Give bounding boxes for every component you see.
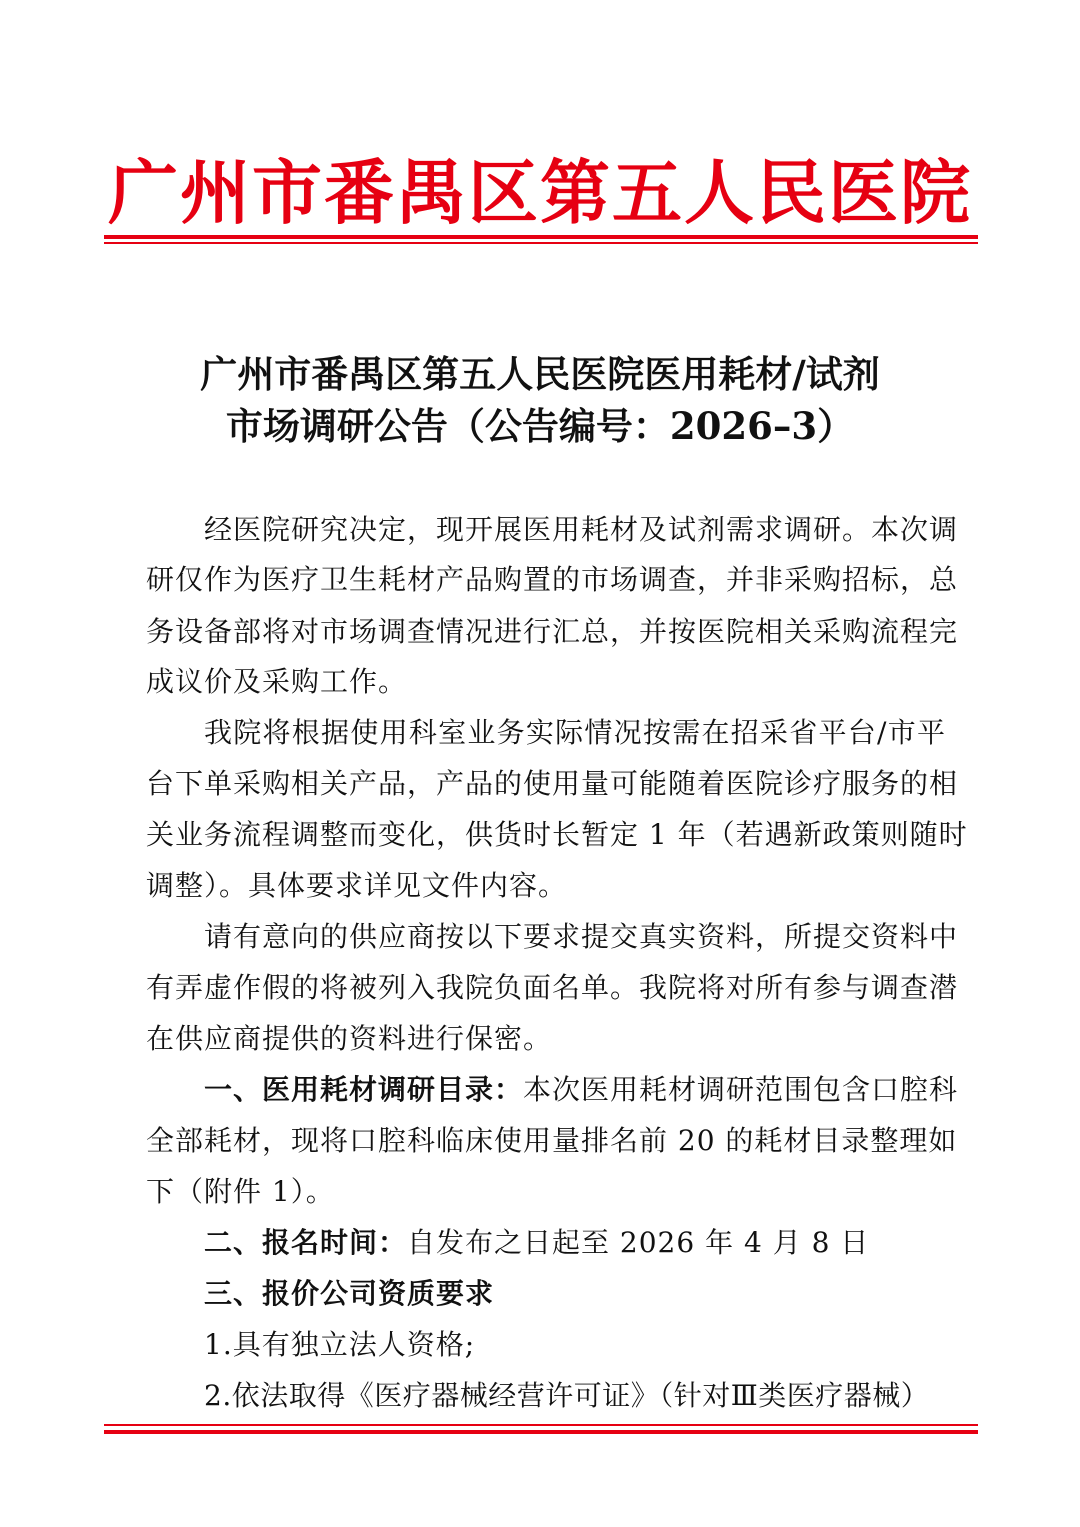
section-1-line-2: 全部耗材，现将口腔科临床使用量排名前 20 的耗材目录整理如	[146, 1124, 958, 1157]
footer-rule-thick	[104, 1430, 978, 1434]
section-1-text: 本次医用耗材调研范围包含口腔科	[523, 1073, 959, 1106]
masthead-rule-thick	[104, 235, 978, 239]
paragraph-2-line-1: 我院将根据使用科室业务实际情况按需在招采省平台/市平	[204, 716, 946, 749]
section-2-text: 自发布之日起至 2026 年 4 月 8 日	[407, 1226, 870, 1259]
section-2-line	[204, 1223, 946, 1263]
masthead-rule-thin	[104, 242, 978, 244]
paragraph-1-line-2: 研仅作为医疗卫生耗材产品购置的市场调查，并非采购招标，总	[146, 563, 959, 596]
footer-rule-thin	[104, 1424, 978, 1426]
paragraph-1-line-1: 经医院研究决定，现开展医用耗材及试剂需求调研。本次调	[204, 513, 959, 546]
paragraph-2-line-3: 关业务流程调整而变化，供货时长暂定 1 年（若遇新政策则随时	[146, 818, 968, 851]
paragraph-3-line-2: 有弄虚作假的将被列入我院负面名单。我院将对所有参与调查潜	[146, 971, 959, 1004]
paragraph-1-line-3: 务设备部将对市场调查情况进行汇总，并按医院相关采购流程完	[146, 615, 959, 648]
qualification-item-2: 2.依法取得《医疗器械经营许可证》（针对Ⅲ类医疗器械）	[204, 1379, 930, 1412]
paragraph-2-line-2: 台下单采购相关产品，产品的使用量可能随着医院诊疗服务的相	[146, 767, 959, 800]
hospital-masthead: 广州市番禺区第五人民医院	[108, 151, 972, 234]
paragraph-3-line-3: 在供应商提供的资料进行保密。	[146, 1022, 553, 1055]
paragraph-1-line-4: 成议价及采购工作。	[146, 665, 408, 698]
section-1-line-3: 下（附件 1）。	[146, 1175, 335, 1208]
section-1-line-1	[204, 1070, 959, 1110]
document-title-line-1: 广州市番禺区第五人民医院医用耗材/试剂	[200, 352, 880, 396]
section-2-heading: 二、报名时间：	[204, 1226, 408, 1259]
qualification-item-1: 1.具有独立法人资格;	[204, 1328, 476, 1361]
section-3-heading: 三、报价公司资质要求	[204, 1277, 495, 1310]
document-title-line-2: 市场调研公告（公告编号：2026–3）	[225, 404, 855, 448]
paragraph-2-line-4: 调整）。具体要求详见文件内容。	[146, 869, 568, 902]
paragraph-3-line-1: 请有意向的供应商按以下要求提交真实资料，所提交资料中	[204, 920, 959, 953]
section-1-heading: 一、医用耗材调研目录：	[204, 1073, 524, 1106]
